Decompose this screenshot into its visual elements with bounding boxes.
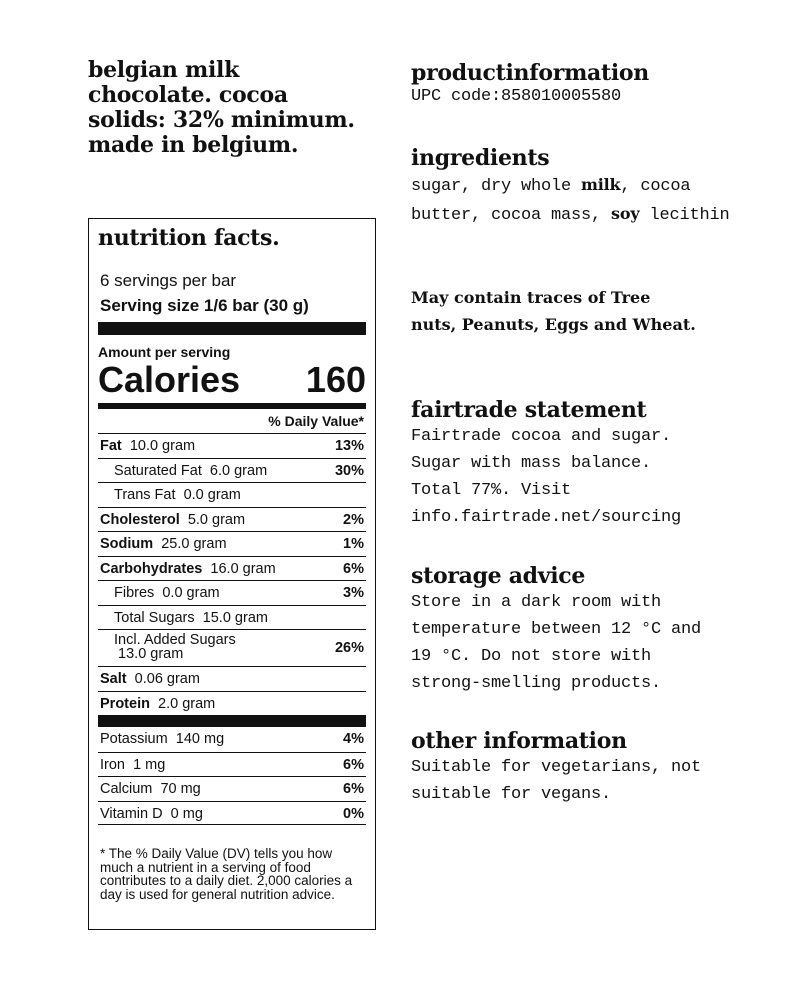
upc-code: UPC code:858010005580 [411, 87, 622, 106]
mineral-name: Calcium [100, 781, 153, 797]
calories-label: Calories [98, 359, 241, 400]
divider-thick-minerals [98, 715, 366, 727]
storage-heading: storage advice [411, 563, 586, 589]
allergen-soy: soy [611, 204, 640, 223]
nutrient-name: Trans Fat [114, 487, 176, 503]
mineral-name: Potassium [100, 731, 168, 747]
nutrient-name: Protein [100, 695, 150, 712]
nutrient-row-trans-fat [98, 482, 366, 507]
daily-value-header: % Daily Value* [268, 413, 364, 429]
other-info-text: Suitable for vegetarians, not suitable for vegans. [411, 758, 702, 804]
mineral-dv: 4% [343, 731, 364, 747]
nutrient-dv: 3% [343, 585, 364, 601]
nutrient-row-protein [98, 691, 366, 716]
nutrient-row-salt [98, 666, 366, 691]
nutrient-name: Fibres [114, 585, 155, 601]
nutrient-amount: 2.0 gram [158, 695, 216, 712]
nutrient-row-saturated-fat [98, 458, 366, 483]
mineral-amount: 1 mg [133, 756, 166, 773]
mineral-dv: 0% [343, 805, 364, 822]
nutrient-dv: 6% [343, 560, 364, 577]
nutrient-amount: 13.0 gram [118, 646, 184, 662]
mineral-name: Iron [100, 756, 125, 773]
nutrient-dv: 13% [334, 438, 364, 454]
nutrient-amount: 5.0 gram [187, 511, 246, 528]
product-info-heading: productinformation [411, 60, 649, 86]
nutrient-name: Carbohydrates [100, 560, 203, 577]
servings-per-bar: 6 servings per bar [100, 271, 237, 290]
other-info-heading: other information [411, 728, 627, 754]
fairtrade-section [411, 397, 741, 531]
fairtrade-heading: fairtrade statement [411, 397, 647, 423]
product-info-section [411, 60, 741, 108]
nutrient-row-cholesterol [98, 507, 366, 532]
mineral-amount: 140 mg [175, 731, 225, 747]
ingredients-part: , cocoa butter, cocoa mass, [411, 177, 691, 225]
ingredients-part: lecithin [639, 206, 730, 225]
mineral-amount: 70 mg [160, 781, 201, 797]
product-description: belgian milk chocolate. cocoa solids: 32% minimum. made in belgium. [88, 57, 355, 158]
mineral-amount: 0 mg [170, 805, 203, 822]
mineral-row-calcium [98, 776, 366, 801]
ingredients-heading: ingredients [411, 145, 550, 171]
other-info-section [411, 728, 741, 808]
allergen-warning: May contain traces of Tree nuts, Peanuts, Eggs and Wheat. [411, 288, 696, 334]
mineral-dv: 6% [343, 756, 364, 773]
storage-text: Store in a dark room with temperature between 12 °C and 19 °C. Do not store with strong-smelling products. [411, 593, 702, 693]
nutrient-name: Salt [100, 671, 127, 687]
fairtrade-text: Fairtrade cocoa and sugar. Sugar with mass balance. Total 77%. Visit info.fairtrade.net/sourcing [411, 427, 682, 527]
nutrient-dv: 30% [334, 462, 364, 479]
calories-value: 160 [305, 359, 366, 400]
nutrient-name: Cholesterol [100, 511, 180, 528]
allergen-milk: milk [581, 175, 621, 194]
nutrition-title: nutrition facts. [98, 225, 280, 251]
nutrient-row-carbohydrates [98, 556, 366, 581]
nutrient-amount: 0.0 gram [162, 585, 220, 601]
nutrient-amount: 16.0 gram [210, 560, 276, 577]
mineral-row-vitamin-d [98, 801, 366, 826]
amount-per-serving-label: Amount per serving [98, 344, 231, 360]
daily-value-footnote: * The % Daily Value (DV) tells you how much a nutrient in a serving of food contributes to a daily diet. 2,000 calories a day is used for general nutrition advice. [100, 846, 353, 902]
mineral-dv: 6% [343, 781, 364, 797]
nutrient-amount: 15.0 gram [202, 609, 268, 626]
nutrient-name: Incl. Added Sugars [114, 632, 236, 648]
mineral-row-iron [98, 752, 366, 777]
divider-medium [98, 403, 366, 409]
nutrient-amount: 10.0 gram [129, 438, 196, 454]
nutrient-name: Fat [100, 438, 122, 454]
nutrient-dv: 2% [343, 511, 364, 528]
mineral-row-potassium [98, 727, 366, 752]
nutrient-row-sodium [98, 531, 366, 556]
nutrient-row-added-sugars [98, 629, 366, 666]
nutrient-dv: 1% [343, 536, 364, 552]
nutrient-name: Total Sugars [114, 609, 195, 626]
mineral-name: Vitamin D [100, 805, 163, 822]
nutrient-amount: 0.0 gram [183, 487, 241, 503]
nutrient-amount: 0.06 gram [134, 671, 200, 687]
serving-size: Serving size 1/6 bar (30 g) [100, 296, 309, 315]
nutrient-table [98, 433, 366, 825]
nutrition-facts-panel [88, 218, 376, 930]
nutrient-name: Sodium [100, 536, 154, 552]
nutrient-amount: 25.0 gram [161, 536, 227, 552]
ingredients-text [411, 171, 741, 229]
nutrient-dv: 26% [334, 640, 364, 656]
ingredients-part: sugar, dry whole [411, 177, 582, 196]
ingredients-section [411, 145, 741, 229]
nutrient-name: Saturated Fat [114, 462, 202, 479]
nutrient-row-fat [98, 433, 366, 458]
nutrient-row-fibres [98, 580, 366, 605]
nutrient-row-total-sugars [98, 605, 366, 630]
divider-thick [98, 322, 366, 335]
storage-section [411, 563, 741, 697]
nutrient-amount: 6.0 gram [209, 462, 268, 479]
